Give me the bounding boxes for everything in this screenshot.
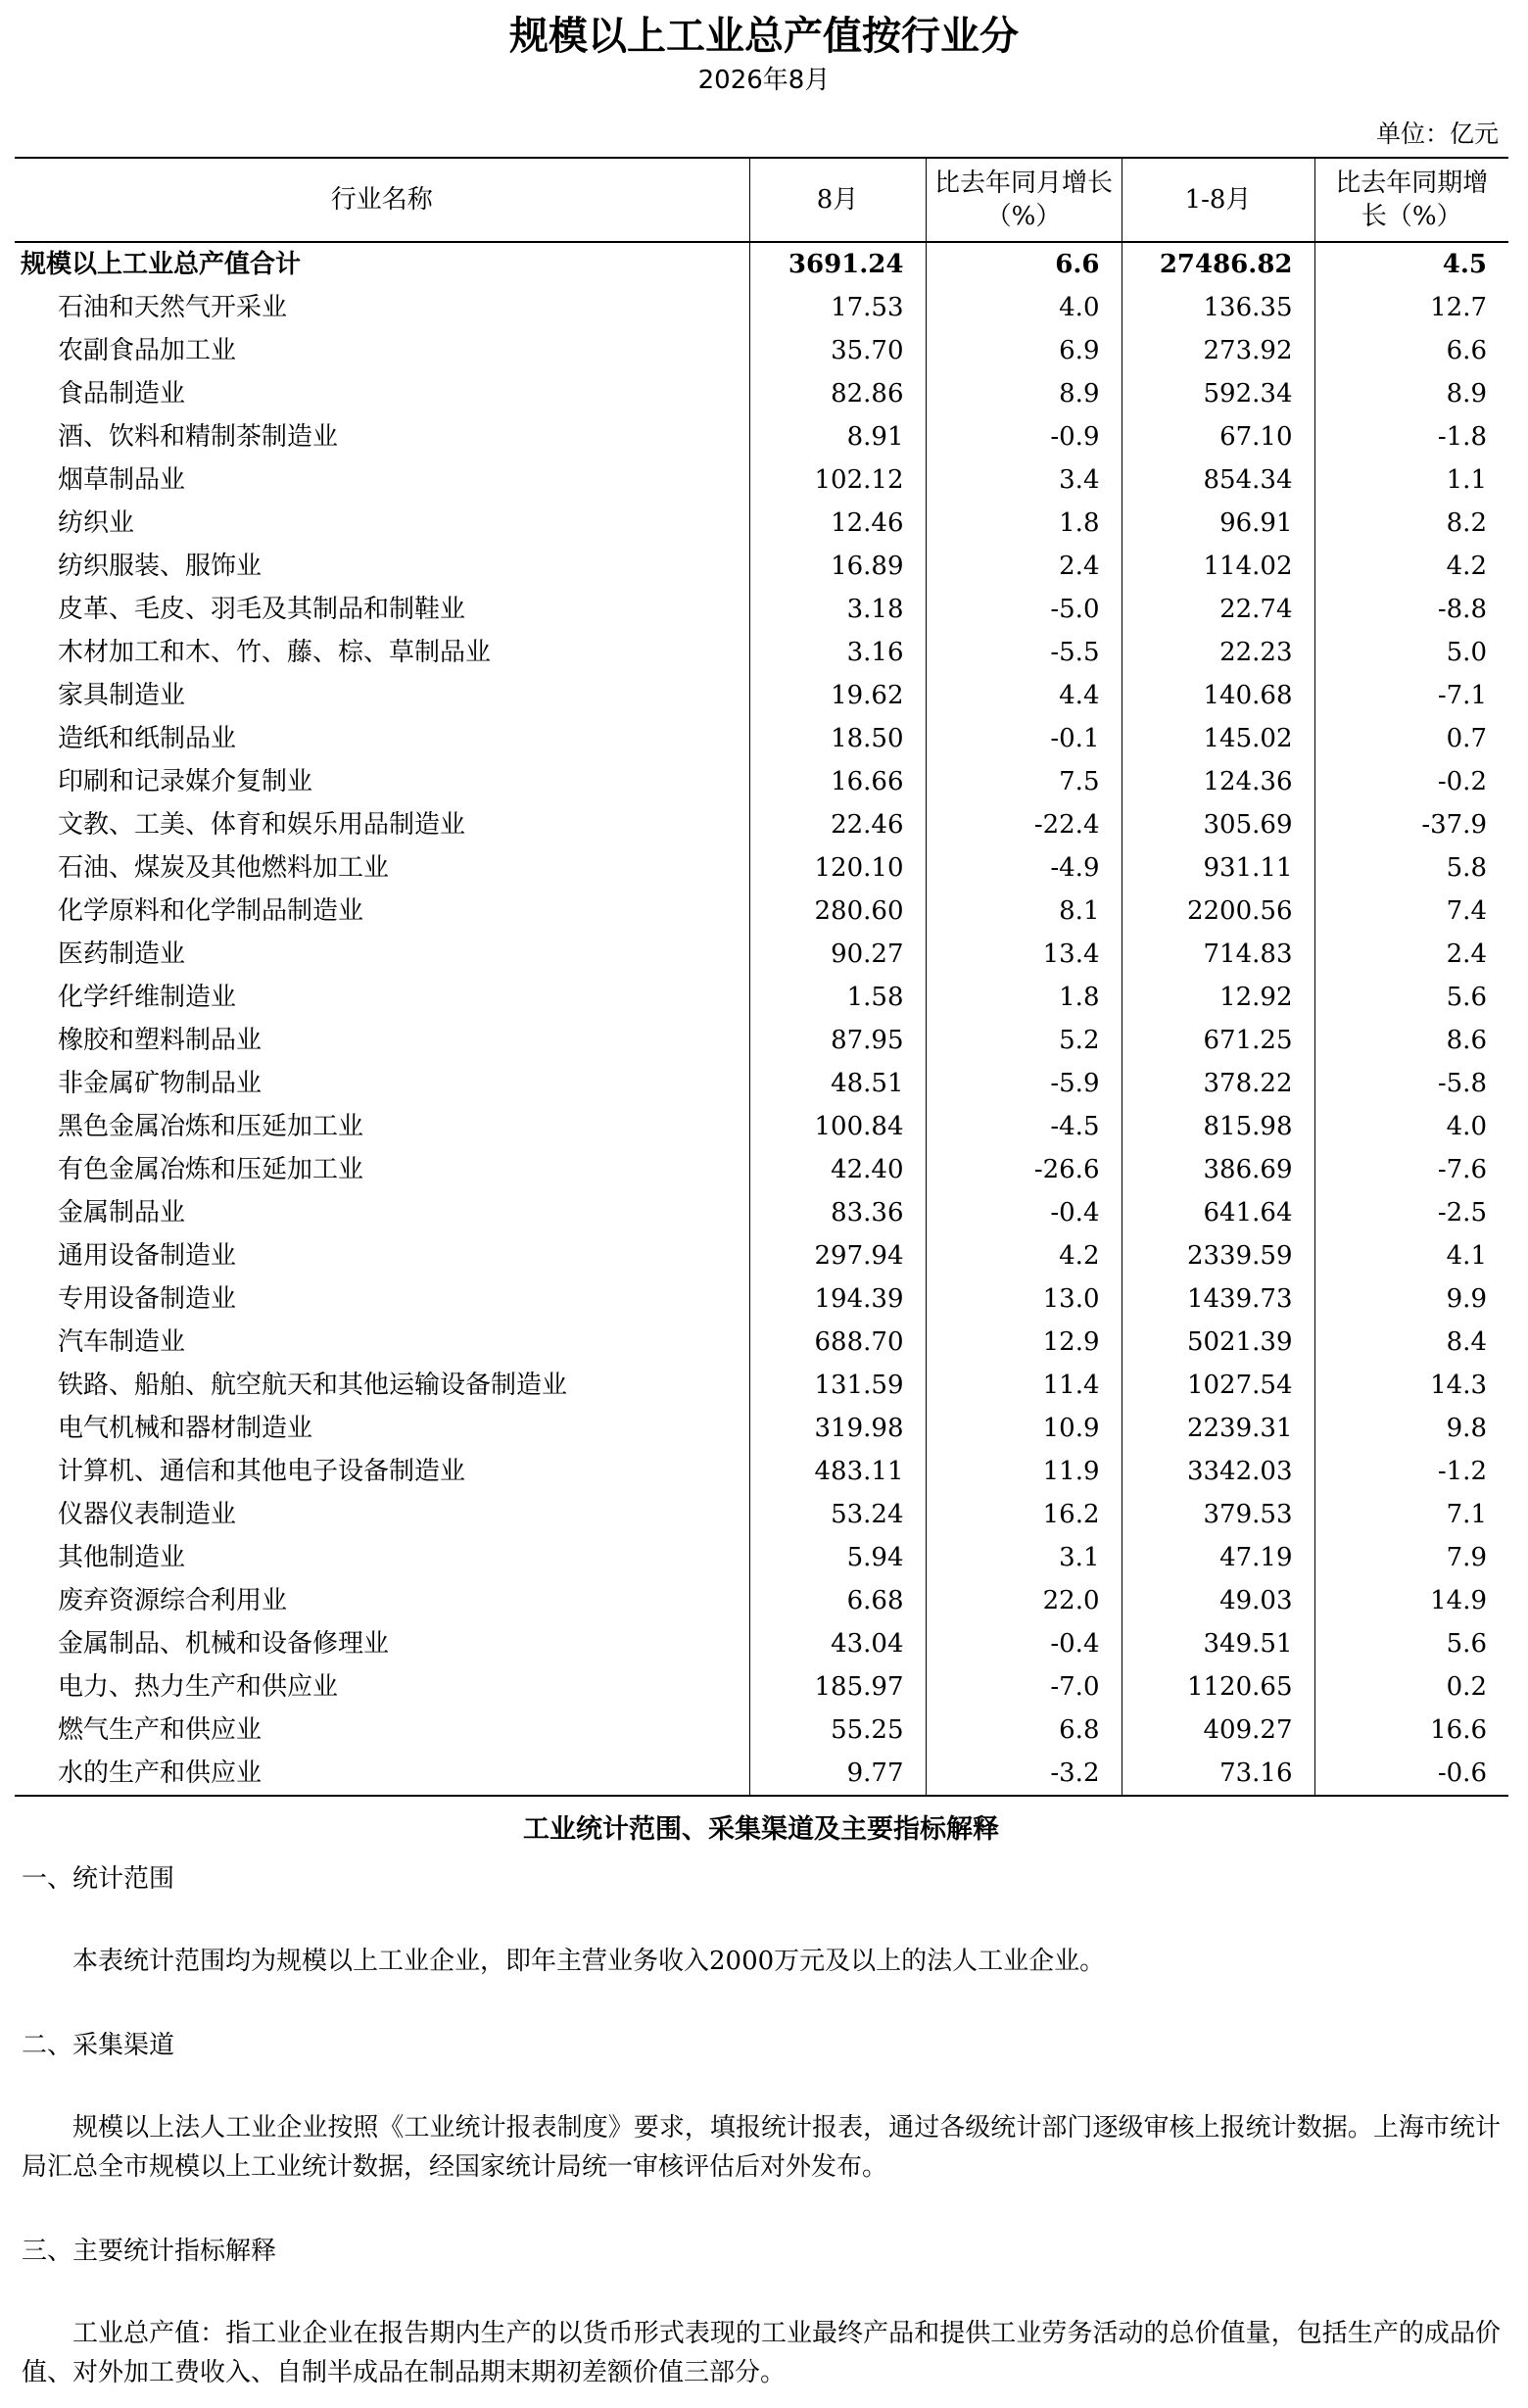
- cell-industry: 烟草制品业: [58, 465, 186, 495]
- table-row: [15, 674, 1508, 717]
- section-heading-channel: 二、采集渠道: [22, 2031, 175, 2060]
- table-row: [15, 1277, 1508, 1321]
- cell-ytd-growth: -5.8: [1314, 1062, 1508, 1105]
- cell-industry: 化学原料和化学制品制造业: [58, 896, 364, 926]
- cell-month-value: 483.11: [749, 1450, 926, 1493]
- cell-industry: 规模以上工业总产值合计: [21, 250, 302, 279]
- table-row: [15, 846, 1508, 890]
- cell-ytd-value: 67.10: [1122, 415, 1314, 458]
- cell-month-growth: 1.8: [926, 976, 1122, 1019]
- table-row: [15, 1407, 1508, 1450]
- table-row: [15, 545, 1508, 588]
- section-heading-scope: 一、统计范围: [22, 1864, 175, 1894]
- table-row: [15, 1148, 1508, 1191]
- cell-month-value: 6.68: [749, 1579, 926, 1622]
- cell-industry: 电力、热力生产和供应业: [58, 1672, 339, 1702]
- cell-month-growth: 16.2: [926, 1493, 1122, 1536]
- cell-month-growth: 1.8: [926, 502, 1122, 545]
- cell-month-growth: 13.0: [926, 1277, 1122, 1321]
- cell-ytd-value: 114.02: [1122, 545, 1314, 588]
- cell-ytd-value: 592.34: [1122, 372, 1314, 415]
- col-header-month: 8月: [749, 158, 926, 242]
- page-subtitle: 2026年8月: [697, 66, 831, 95]
- cell-industry: 有色金属冶炼和压延加工业: [58, 1155, 364, 1184]
- cell-industry: 纺织服装、服饰业: [58, 552, 263, 581]
- cell-ytd-value: 140.68: [1122, 674, 1314, 717]
- cell-ytd-growth: -1.8: [1314, 415, 1508, 458]
- cell-month-value: 87.95: [749, 1019, 926, 1062]
- table-row: [15, 803, 1508, 846]
- cell-ytd-growth: 8.9: [1314, 372, 1508, 415]
- table-row: [15, 1191, 1508, 1234]
- table-row: [15, 933, 1508, 976]
- cell-industry: 仪器仪表制造业: [58, 1500, 237, 1529]
- cell-month-value: 194.39: [749, 1277, 926, 1321]
- cell-month-value: 1.58: [749, 976, 926, 1019]
- cell-ytd-value: 145.02: [1122, 717, 1314, 760]
- cell-month-value: 35.70: [749, 329, 926, 372]
- notes-title: 工业统计范围、采集渠道及主要指标解释: [523, 1814, 999, 1845]
- cell-industry: 电气机械和器材制造业: [58, 1414, 313, 1443]
- cell-month-value: 53.24: [749, 1493, 926, 1536]
- cell-ytd-growth: 5.6: [1314, 976, 1508, 1019]
- cell-ytd-growth: -1.2: [1314, 1450, 1508, 1493]
- cell-ytd-value: 47.19: [1122, 1536, 1314, 1579]
- cell-industry: 铁路、船舶、航空航天和其他运输设备制造业: [58, 1371, 568, 1400]
- cell-month-growth: 8.9: [926, 372, 1122, 415]
- table-row: [15, 760, 1508, 803]
- cell-month-growth: 11.9: [926, 1450, 1122, 1493]
- cell-industry: 石油、煤炭及其他燃料加工业: [58, 853, 390, 883]
- table-body: [15, 242, 1508, 1796]
- cell-ytd-value: 854.34: [1122, 458, 1314, 502]
- cell-month-growth: -22.4: [926, 803, 1122, 846]
- cell-month-value: 16.89: [749, 545, 926, 588]
- table-row: [15, 415, 1508, 458]
- cell-month-growth: -7.0: [926, 1665, 1122, 1709]
- cell-month-growth: -0.4: [926, 1622, 1122, 1665]
- cell-industry: 汽车制造业: [58, 1327, 186, 1357]
- cell-industry: 酒、饮料和精制茶制造业: [58, 422, 339, 452]
- cell-ytd-growth: 5.6: [1314, 1622, 1508, 1665]
- table-row: [15, 372, 1508, 415]
- cell-industry: 石油和天然气开采业: [58, 293, 288, 322]
- cell-ytd-value: 73.16: [1122, 1752, 1314, 1796]
- cell-month-growth: -5.0: [926, 588, 1122, 631]
- cell-industry: 其他制造业: [58, 1543, 186, 1572]
- cell-ytd-growth: 6.6: [1314, 329, 1508, 372]
- cell-month-value: 18.50: [749, 717, 926, 760]
- cell-industry: 家具制造业: [58, 681, 186, 710]
- cell-month-value: 12.46: [749, 502, 926, 545]
- table-row: [15, 717, 1508, 760]
- cell-month-value: 3691.24: [749, 242, 926, 286]
- cell-ytd-growth: 7.4: [1314, 890, 1508, 933]
- col-header-ytd-growth: 比去年同期增长（%）: [1314, 158, 1508, 242]
- cell-month-growth: 8.1: [926, 890, 1122, 933]
- cell-industry: 医药制造业: [58, 939, 186, 969]
- table-row: [15, 1536, 1508, 1579]
- cell-ytd-growth: 8.4: [1314, 1321, 1508, 1364]
- cell-ytd-growth: 0.2: [1314, 1665, 1508, 1709]
- cell-ytd-growth: 14.9: [1314, 1579, 1508, 1622]
- cell-ytd-value: 1120.65: [1122, 1665, 1314, 1709]
- cell-industry: 专用设备制造业: [58, 1284, 237, 1314]
- cell-month-growth: 13.4: [926, 933, 1122, 976]
- cell-ytd-value: 136.35: [1122, 286, 1314, 329]
- cell-ytd-value: 714.83: [1122, 933, 1314, 976]
- cell-ytd-value: 1027.54: [1122, 1364, 1314, 1407]
- cell-ytd-growth: 1.1: [1314, 458, 1508, 502]
- notes-section: [22, 1810, 1501, 2392]
- cell-ytd-growth: -2.5: [1314, 1191, 1508, 1234]
- cell-month-value: 19.62: [749, 674, 926, 717]
- cell-month-growth: 3.1: [926, 1536, 1122, 1579]
- table-row: [15, 1062, 1508, 1105]
- cell-ytd-value: 379.53: [1122, 1493, 1314, 1536]
- cell-ytd-value: 96.91: [1122, 502, 1314, 545]
- cell-ytd-value: 22.74: [1122, 588, 1314, 631]
- cell-month-growth: 11.4: [926, 1364, 1122, 1407]
- table-row: [15, 286, 1508, 329]
- table-row: [15, 1105, 1508, 1148]
- cell-month-value: 185.97: [749, 1665, 926, 1709]
- section-text-scope: 本表统计范围均为规模以上工业企业，即年主营业务收入2000万元及以上的法人工业企业。: [72, 1947, 1106, 1976]
- cell-month-value: 16.66: [749, 760, 926, 803]
- cell-ytd-growth: 4.5: [1314, 242, 1508, 286]
- cell-ytd-value: 2200.56: [1122, 890, 1314, 933]
- cell-month-growth: 12.9: [926, 1321, 1122, 1364]
- cell-industry: 纺织业: [58, 508, 135, 538]
- cell-ytd-value: 815.98: [1122, 1105, 1314, 1148]
- cell-ytd-value: 49.03: [1122, 1579, 1314, 1622]
- table-row: [15, 631, 1508, 674]
- cell-ytd-value: 349.51: [1122, 1622, 1314, 1665]
- unit-label: 单位：亿元: [1375, 120, 1499, 148]
- cell-month-value: 83.36: [749, 1191, 926, 1234]
- cell-industry: 废弃资源综合利用业: [58, 1586, 288, 1615]
- cell-month-value: 43.04: [749, 1622, 926, 1665]
- cell-month-value: 120.10: [749, 846, 926, 890]
- cell-month-growth: 6.9: [926, 329, 1122, 372]
- cell-industry: 文教、工美、体育和娱乐用品制造业: [58, 810, 466, 840]
- cell-month-growth: 7.5: [926, 760, 1122, 803]
- table-header-row: [15, 158, 1508, 242]
- cell-ytd-growth: 7.9: [1314, 1536, 1508, 1579]
- cell-industry: 皮革、毛皮、羽毛及其制品和制鞋业: [58, 595, 466, 624]
- cell-month-value: 3.16: [749, 631, 926, 674]
- cell-month-value: 17.53: [749, 286, 926, 329]
- cell-ytd-value: 22.23: [1122, 631, 1314, 674]
- cell-ytd-growth: -0.2: [1314, 760, 1508, 803]
- cell-ytd-value: 378.22: [1122, 1062, 1314, 1105]
- cell-month-value: 22.46: [749, 803, 926, 846]
- cell-industry: 造纸和纸制品业: [58, 724, 237, 753]
- cell-ytd-value: 5021.39: [1122, 1321, 1314, 1364]
- table-row: [15, 1622, 1508, 1665]
- cell-ytd-value: 2239.31: [1122, 1407, 1314, 1450]
- cell-month-growth: 2.4: [926, 545, 1122, 588]
- cell-ytd-growth: 0.7: [1314, 717, 1508, 760]
- section-text-channel: 规模以上法人工业企业按照《工业统计报表制度》要求，填报统计报表，通过各级统计部门逐级审核上报统计数据。上海市统计局汇总全市规模以上工业统计数据，经国家统计局统一审核评估后对外发布。: [22, 2113, 1501, 2182]
- table-row: [15, 1364, 1508, 1407]
- cell-month-growth: 4.0: [926, 286, 1122, 329]
- cell-month-value: 100.84: [749, 1105, 926, 1148]
- cell-month-value: 55.25: [749, 1709, 926, 1752]
- cell-ytd-growth: 14.3: [1314, 1364, 1508, 1407]
- table-row: [15, 890, 1508, 933]
- table-row: [15, 1450, 1508, 1493]
- cell-industry: 木材加工和木、竹、藤、棕、草制品业: [58, 638, 492, 667]
- table-row: [15, 1579, 1508, 1622]
- cell-ytd-growth: -37.9: [1314, 803, 1508, 846]
- col-header-industry: 行业名称: [15, 158, 749, 242]
- cell-ytd-growth: 4.1: [1314, 1234, 1508, 1277]
- cell-ytd-value: 2339.59: [1122, 1234, 1314, 1277]
- cell-month-value: 102.12: [749, 458, 926, 502]
- cell-month-growth: 10.9: [926, 1407, 1122, 1450]
- cell-month-growth: -4.9: [926, 846, 1122, 890]
- cell-ytd-growth: 9.9: [1314, 1277, 1508, 1321]
- cell-month-value: 688.70: [749, 1321, 926, 1364]
- table-row: [15, 502, 1508, 545]
- cell-industry: 非金属矿物制品业: [58, 1069, 263, 1098]
- cell-industry: 印刷和记录媒介复制业: [58, 767, 313, 796]
- cell-ytd-value: 12.92: [1122, 976, 1314, 1019]
- page-title: 规模以上工业总产值按行业分: [509, 14, 1019, 59]
- table-row: [15, 458, 1508, 502]
- cell-ytd-growth: 4.0: [1314, 1105, 1508, 1148]
- cell-ytd-value: 641.64: [1122, 1191, 1314, 1234]
- cell-ytd-value: 386.69: [1122, 1148, 1314, 1191]
- table-row: [15, 1321, 1508, 1364]
- cell-month-value: 280.60: [749, 890, 926, 933]
- cell-month-growth: -0.4: [926, 1191, 1122, 1234]
- cell-month-value: 319.98: [749, 1407, 926, 1450]
- cell-industry: 水的生产和供应业: [15, 1752, 749, 1796]
- cell-industry: 黑色金属冶炼和压延加工业: [58, 1112, 364, 1141]
- table-row: [15, 588, 1508, 631]
- table-row: [15, 1752, 1508, 1796]
- cell-ytd-growth: 4.2: [1314, 545, 1508, 588]
- cell-month-growth: -4.5: [926, 1105, 1122, 1148]
- cell-month-value: 5.94: [749, 1536, 926, 1579]
- cell-ytd-growth: -7.6: [1314, 1148, 1508, 1191]
- cell-ytd-value: 273.92: [1122, 329, 1314, 372]
- industry-output-table: [15, 157, 1508, 1797]
- cell-ytd-growth: -7.1: [1314, 674, 1508, 717]
- cell-month-value: 82.86: [749, 372, 926, 415]
- cell-month-value: 9.77: [749, 1752, 926, 1796]
- cell-ytd-value: 409.27: [1122, 1709, 1314, 1752]
- cell-month-growth: 6.6: [926, 242, 1122, 286]
- cell-ytd-value: 305.69: [1122, 803, 1314, 846]
- cell-month-value: 90.27: [749, 933, 926, 976]
- cell-ytd-growth: 7.1: [1314, 1493, 1508, 1536]
- cell-month-growth: -3.2: [926, 1752, 1122, 1796]
- cell-ytd-value: 27486.82: [1122, 242, 1314, 286]
- cell-month-growth: -0.1: [926, 717, 1122, 760]
- cell-month-growth: 5.2: [926, 1019, 1122, 1062]
- cell-ytd-growth: 8.6: [1314, 1019, 1508, 1062]
- cell-month-value: 8.91: [749, 415, 926, 458]
- cell-ytd-growth: -8.8: [1314, 588, 1508, 631]
- cell-month-value: 297.94: [749, 1234, 926, 1277]
- cell-industry: 橡胶和塑料制品业: [58, 1026, 263, 1055]
- cell-industry: 食品制造业: [58, 379, 186, 409]
- cell-industry: 通用设备制造业: [58, 1241, 237, 1271]
- cell-industry: 化学纤维制造业: [58, 983, 237, 1012]
- cell-ytd-value: 931.11: [1122, 846, 1314, 890]
- cell-ytd-value: 124.36: [1122, 760, 1314, 803]
- section-text-indicators: 工业总产值：指工业企业在报告期内生产的以货币形式表现的工业最终产品和提供工业劳务活动的总价值量，包括生产的成品价值、对外加工费收入、自制半成品在制品期末期初差额价值三部分。: [22, 2319, 1501, 2387]
- section-heading-indicators: 三、主要统计指标解释: [22, 2237, 277, 2266]
- table-row: [15, 976, 1508, 1019]
- cell-industry: 计算机、通信和其他电子设备制造业: [58, 1457, 466, 1486]
- cell-month-growth: -5.9: [926, 1062, 1122, 1105]
- cell-ytd-growth: 9.8: [1314, 1407, 1508, 1450]
- table-row-total: [15, 242, 1508, 286]
- cell-ytd-value: 3342.03: [1122, 1450, 1314, 1493]
- cell-industry: 金属制品业: [58, 1198, 186, 1228]
- cell-ytd-growth: 5.8: [1314, 846, 1508, 890]
- cell-month-growth: 22.0: [926, 1579, 1122, 1622]
- cell-ytd-growth: 2.4: [1314, 933, 1508, 976]
- table-row: [15, 1019, 1508, 1062]
- cell-month-value: 48.51: [749, 1062, 926, 1105]
- col-header-month-growth: 比去年同月增长（%）: [926, 158, 1122, 242]
- cell-ytd-growth: 8.2: [1314, 502, 1508, 545]
- cell-ytd-growth: 12.7: [1314, 286, 1508, 329]
- cell-month-value: 3.18: [749, 588, 926, 631]
- cell-month-growth: 4.2: [926, 1234, 1122, 1277]
- table-row: [15, 329, 1508, 372]
- cell-industry: 金属制品、机械和设备修理业: [58, 1629, 390, 1659]
- cell-month-growth: -26.6: [926, 1148, 1122, 1191]
- cell-month-value: 131.59: [749, 1364, 926, 1407]
- cell-industry: 农副食品加工业: [58, 336, 237, 365]
- cell-ytd-growth: 16.6: [1314, 1709, 1508, 1752]
- col-header-ytd: 1-8月: [1122, 158, 1314, 242]
- cell-industry: 燃气生产和供应业: [58, 1715, 263, 1745]
- table-row: [15, 1493, 1508, 1536]
- table-row: [15, 1665, 1508, 1709]
- cell-month-value: 42.40: [749, 1148, 926, 1191]
- cell-month-growth: 3.4: [926, 458, 1122, 502]
- table-row: [15, 1234, 1508, 1277]
- cell-ytd-growth: -0.6: [1314, 1752, 1508, 1796]
- cell-ytd-value: 671.25: [1122, 1019, 1314, 1062]
- cell-month-growth: 6.8: [926, 1709, 1122, 1752]
- cell-month-growth: -5.5: [926, 631, 1122, 674]
- cell-month-growth: -0.9: [926, 415, 1122, 458]
- cell-ytd-growth: 5.0: [1314, 631, 1508, 674]
- table-row: [15, 1709, 1508, 1752]
- cell-ytd-value: 1439.73: [1122, 1277, 1314, 1321]
- cell-month-growth: 4.4: [926, 674, 1122, 717]
